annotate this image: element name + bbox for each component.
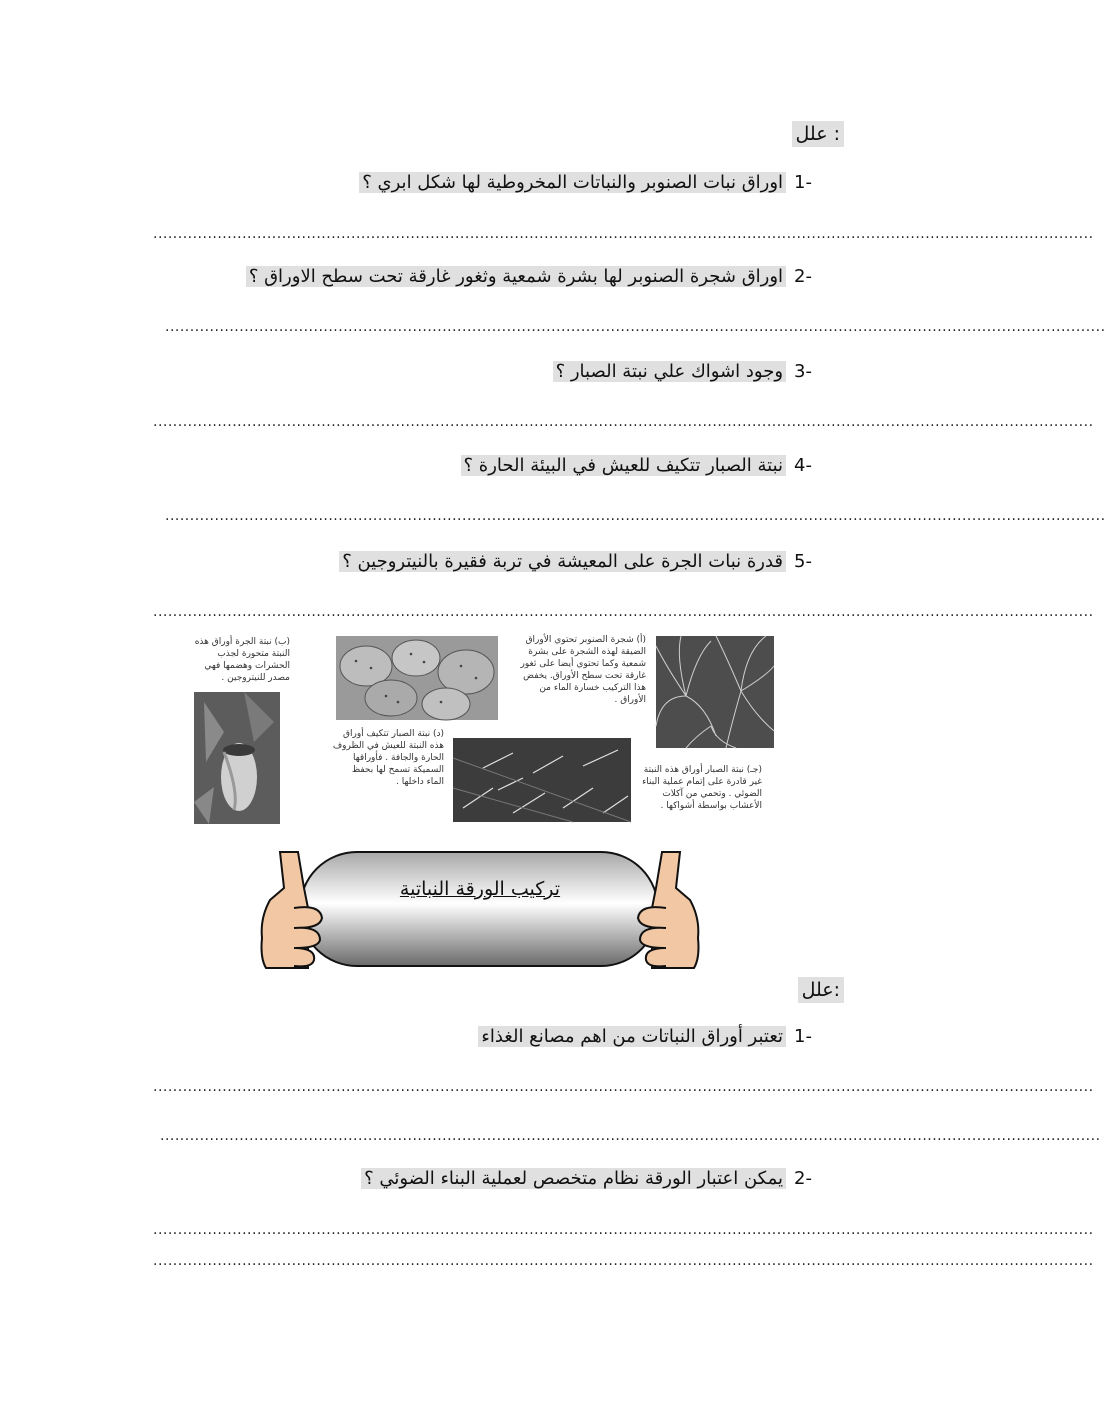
banner-graphic <box>258 848 702 974</box>
left-thumbs-up-icon <box>262 852 323 968</box>
question-3 <box>553 359 812 385</box>
banner-title: تركيب الورقة النباتية <box>399 878 561 900</box>
answer-line: .............................................................................................................................................................................................. <box>165 319 1106 335</box>
pine-needles-photo <box>656 636 774 748</box>
right-thumbs-up-icon <box>638 852 699 968</box>
question-2 <box>246 264 812 290</box>
answer-line: .............................................................................................................................................................................................. <box>153 1222 1094 1238</box>
caption-cactus-c: (جـ) نبتة الصبار أوراق هذه النبتة غير قادرة على إتمام عملية البناء الضوئي . وتحمي من آكلات الأعشاب بواسطة أشواكها . <box>642 765 762 811</box>
question-number: -2 <box>794 266 812 287</box>
question-text: اوراق نبات الصنوبر والنباتات المخروطية لها شكل ابري ؟ <box>359 172 786 193</box>
answer-line: .............................................................................................................................................................................................. <box>153 226 1094 242</box>
question-text: نبتة الصبار تتكيف للعيش في البيئة الحارة ؟ <box>461 455 787 476</box>
pitcher-plant-photo <box>194 692 280 824</box>
question-5 <box>339 549 812 575</box>
cactus-spines-photo <box>453 738 631 822</box>
question-text: قدرة نبات الجرة على المعيشة في تربة فقيرة بالنيتروجين ؟ <box>339 551 786 572</box>
question-text: يمكن اعتبار الورقة نظام متخصص لعملية البناء الضوئي ؟ <box>361 1168 786 1189</box>
question-text: اوراق شجرة الصنوبر لها بشرة شمعية وثغور غارقة تحت سطح الاوراق ؟ <box>246 266 786 287</box>
answer-line: .............................................................................................................................................................................................. <box>153 414 1094 430</box>
caption-pine-tree: (أ) شجرة الصنوبر تحتوي الأوراق الضيقة لهذه الشجرة على بشرة شمعية وكما تحتوي أيضا على ثغور غارقة تحت سطح الأوراق. يخفض هذا التركيب خسارة الماء من الأوراق . <box>520 635 646 705</box>
question-4 <box>461 453 813 479</box>
caption-cactus-d: (د) نبتة الصبار تتكيف أوراق هذه النبتة للعيش في الظروف الحارة والجافة . فأوراقها السميكة تسمح لها بحفظ الماء داخلها . <box>332 729 444 787</box>
answer-line: .............................................................................................................................................................................................. <box>153 1253 1094 1269</box>
caption-pitcher-plant: (ب) نبتة الجرة أوراق هذه النبتة متحورة لجذب الحشرات وهضمها فهي مصدر للنيتروجين . <box>194 637 290 683</box>
question-number: -3 <box>794 361 812 382</box>
question-text: وجود اشواك علي نبتة الصبار ؟ <box>553 361 786 382</box>
answer-line: .............................................................................................................................................................................................. <box>165 508 1106 524</box>
answer-line: .............................................................................................................................................................................................. <box>160 1128 1101 1144</box>
plant-adaptations-figure <box>190 628 790 828</box>
question-text: تعتبر أوراق النباتات من اهم مصانع الغذاء <box>478 1026 786 1047</box>
answer-line: .............................................................................................................................................................................................. <box>153 1079 1094 1095</box>
title-banner <box>258 848 702 974</box>
section-heading: علل: <box>798 977 844 1003</box>
answer-line: .............................................................................................................................................................................................. <box>153 604 1094 620</box>
question-number: -4 <box>794 455 812 476</box>
question-1 <box>478 1024 812 1050</box>
question-number: -1 <box>794 172 812 193</box>
question-number: -5 <box>794 551 812 572</box>
section-heading: علل : <box>792 121 844 147</box>
question-1 <box>359 170 812 196</box>
question-number: -2 <box>794 1168 812 1189</box>
question-number: -1 <box>794 1026 812 1047</box>
question-2 <box>361 1166 812 1192</box>
prickly-pear-photo <box>336 636 498 720</box>
